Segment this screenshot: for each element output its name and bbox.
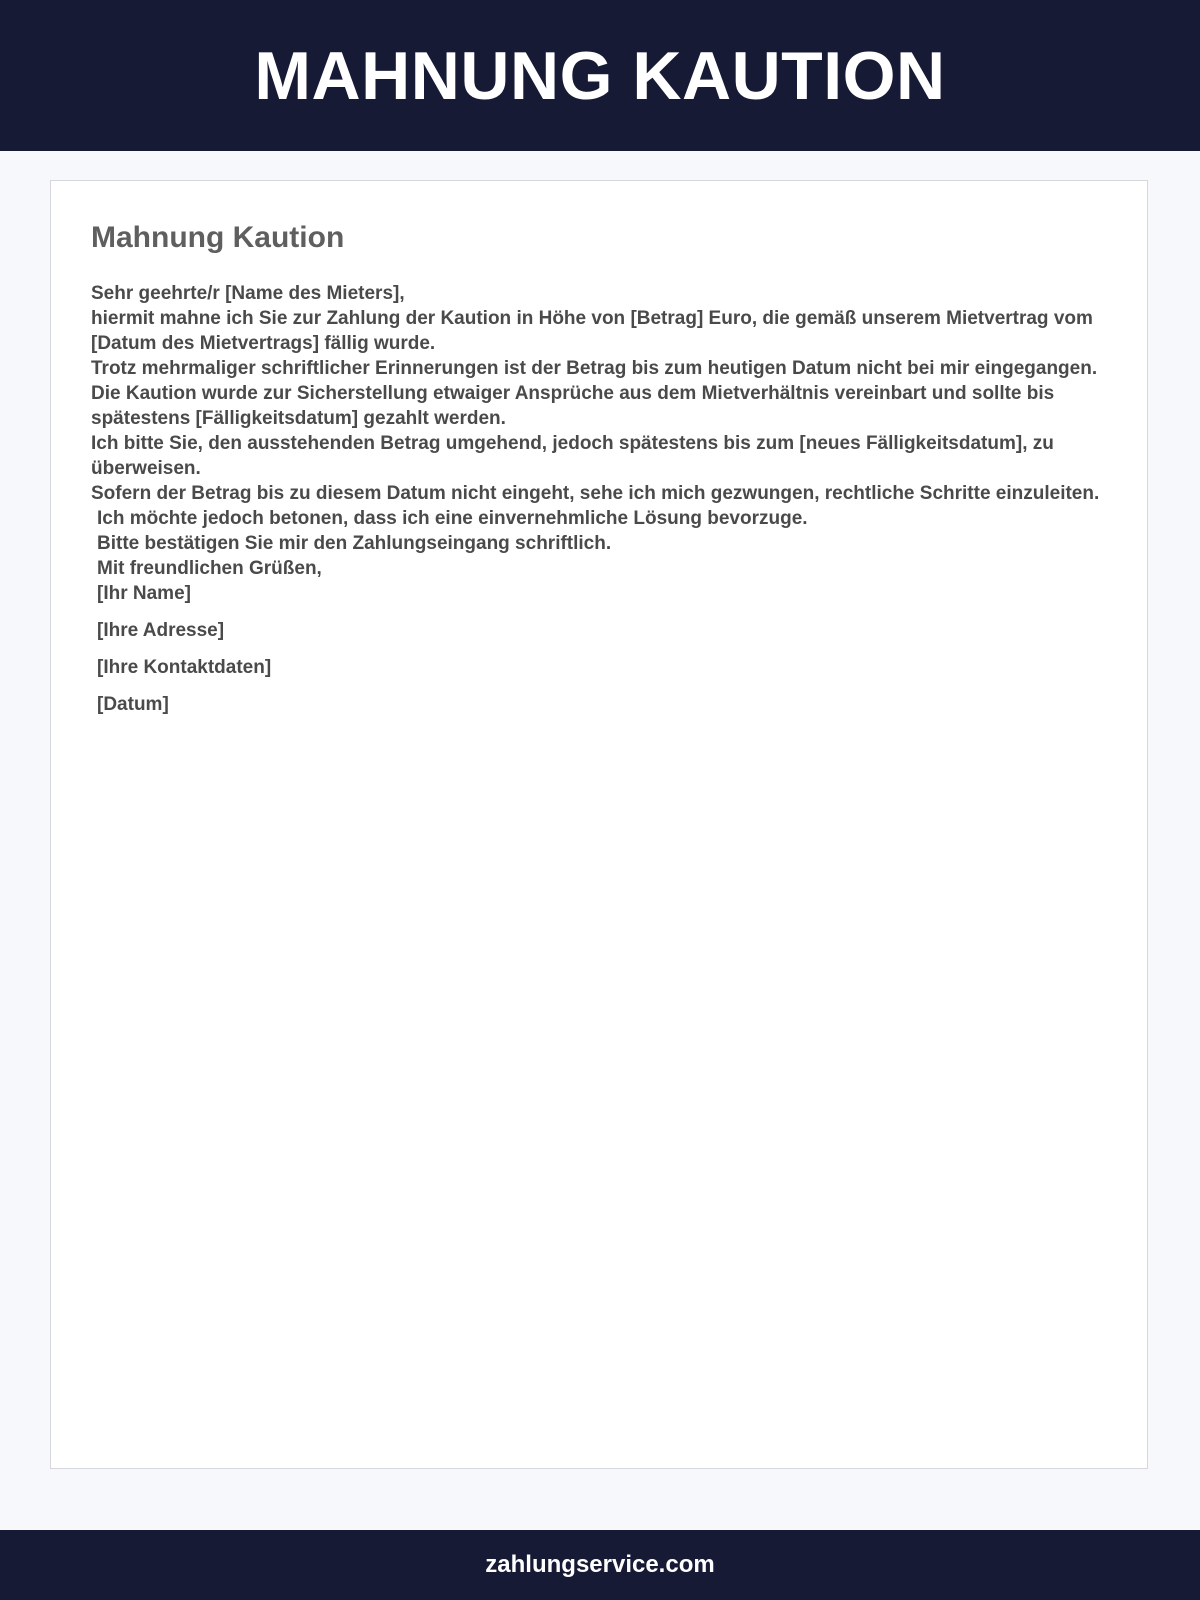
signature-date: [Datum] [97,694,169,715]
paragraph: Die Kaution wurde zur Sicherstellung etwaiger Ansprüche aus dem Mietverhältnis vereinbart und sollte bis spätestens [Fälligkeitsdatum] gezahlt werden. [91,383,1055,429]
page-header [0,0,1200,151]
closing-line: Ich möchte jedoch betonen, dass ich eine einvernehmliche Lösung bevorzuge. [97,508,808,529]
signature-contact: [Ihre Kontaktdaten] [97,657,272,678]
letter-card [50,180,1148,1469]
paragraph: Ich bitte Sie, den ausstehenden Betrag umgehend, jedoch spätestens bis zum [neues Fälligkeitsdatum], zu überweisen. [91,433,1054,479]
document-title: Mahnung Kaution [91,221,345,254]
salutation: Sehr geehrte/r [Name des Mieters], [91,283,405,304]
paragraph: Sofern der Betrag bis zu diesem Datum nicht eingeht, sehe ich mich gezwungen, rechtliche Schritte einzuleiten. [91,483,1100,504]
signature-address: [Ihre Adresse] [97,620,225,641]
closing-line: Bitte bestätigen Sie mir den Zahlungseingang schriftlich. [97,533,612,554]
signature-name: [Ihr Name] [97,583,191,604]
closing-line: Mit freundlichen Grüßen, [97,558,322,579]
paragraph: Trotz mehrmaliger schriftlicher Erinnerungen ist der Betrag bis zum heutigen Datum nicht bei mir eingegangen. [91,358,1098,379]
footer-site: zahlungservice.com [485,1551,715,1578]
page-footer [0,1530,1200,1600]
page-title: MAHNUNG KAUTION [254,37,946,114]
paragraph: hiermit mahne ich Sie zur Zahlung der Kaution in Höhe von [Betrag] Euro, die gemäß unserem Mietvertrag vom [Datum des Mietvertrags] fällig wurde. [91,308,1093,354]
letter-body [91,281,1116,717]
